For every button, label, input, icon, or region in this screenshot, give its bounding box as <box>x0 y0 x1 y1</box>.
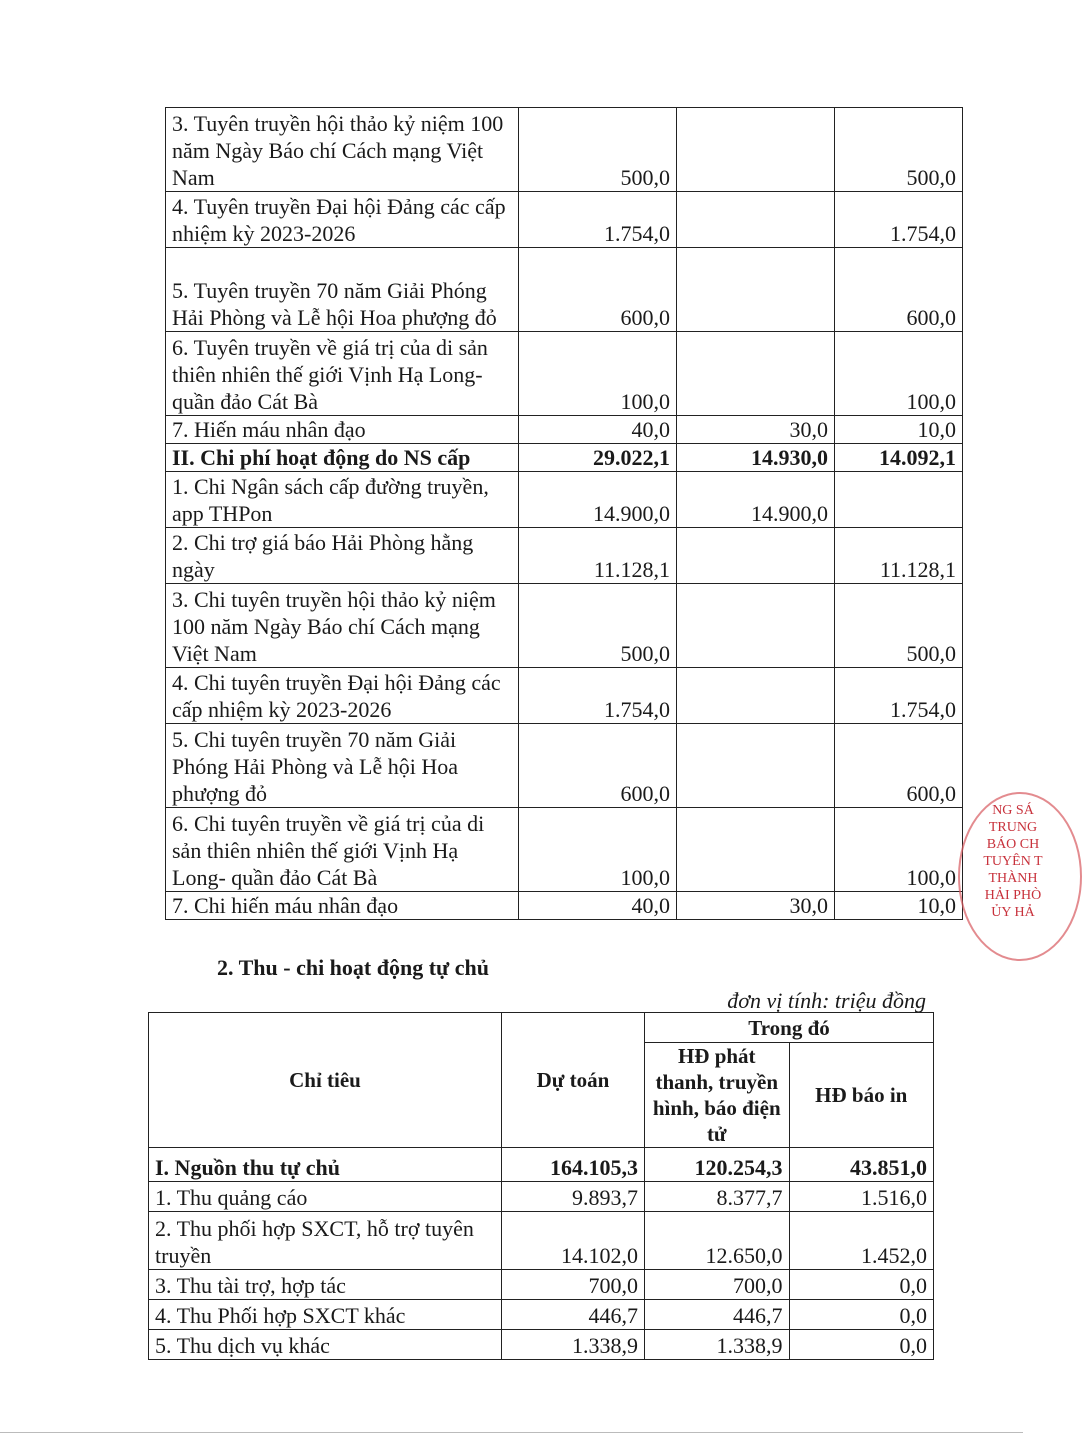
row-radio-tv: 12.650,0 <box>645 1212 790 1270</box>
row-total: 164.105,3 <box>502 1148 645 1182</box>
row-total: 40,0 <box>519 892 677 920</box>
page-bottom-line <box>0 1432 1023 1433</box>
row-print: 10,0 <box>835 892 963 920</box>
row-label: 6. Tuyên truyền về giá trị của di sản thiên nhiên thế giới Vịnh Hạ Long- quần đảo Cát Bà <box>166 332 519 416</box>
row-print: 0,0 <box>789 1330 934 1360</box>
table-row <box>149 1148 934 1182</box>
row-total: 1.754,0 <box>519 668 677 724</box>
row-print: 1.754,0 <box>835 668 963 724</box>
row-print: 1.754,0 <box>835 192 963 248</box>
row-total: 9.893,7 <box>502 1182 645 1212</box>
row-label: 1. Thu quảng cáo <box>149 1182 502 1212</box>
table-row <box>166 528 963 584</box>
row-print: 10,0 <box>835 416 963 444</box>
row-print: 0,0 <box>789 1270 934 1300</box>
table-row <box>166 108 963 192</box>
row-print: 43.851,0 <box>789 1148 934 1182</box>
row-print: 500,0 <box>835 584 963 668</box>
row-total: 14.102,0 <box>502 1212 645 1270</box>
table-row <box>166 248 963 332</box>
row-radio-tv: 30,0 <box>677 892 835 920</box>
row-label: 3. Thu tài trợ, hợp tác <box>149 1270 502 1300</box>
header-estimate: Dự toán <box>502 1013 645 1148</box>
header-radio: HĐ phát thanh, truyền hình, báo điện tử <box>645 1043 790 1148</box>
row-label: 7. Hiến máu nhân đạo <box>166 416 519 444</box>
row-radio-tv <box>677 668 835 724</box>
row-radio-tv <box>677 108 835 192</box>
red-seal-stamp <box>958 792 1068 962</box>
row-radio-tv <box>677 724 835 808</box>
row-print: 500,0 <box>835 108 963 192</box>
row-radio-tv <box>677 528 835 584</box>
table-row <box>149 1330 934 1360</box>
row-label: II. Chi phí hoạt động do NS cấp <box>166 444 519 472</box>
table-row <box>166 724 963 808</box>
header-indicator: Chỉ tiêu <box>149 1013 502 1148</box>
row-total: 100,0 <box>519 332 677 416</box>
row-print: 1.516,0 <box>789 1182 934 1212</box>
row-label: 7. Chi hiến máu nhân đạo <box>166 892 519 920</box>
row-label: 2. Chi trợ giá báo Hải Phòng hằng ngày <box>166 528 519 584</box>
row-print: 100,0 <box>835 332 963 416</box>
table-row <box>166 416 963 444</box>
header-group: Trong đó <box>645 1013 934 1043</box>
table-row <box>166 584 963 668</box>
unit-label: đơn vị tính: triệu đồng <box>727 988 926 1013</box>
table-row <box>149 1300 934 1330</box>
stamp-text: NG SÁ <box>992 803 1034 818</box>
row-radio-tv <box>677 192 835 248</box>
row-print: 0,0 <box>789 1300 934 1330</box>
row-print: 14.092,1 <box>835 444 963 472</box>
row-total: 600,0 <box>519 248 677 332</box>
budget-table-continued <box>165 107 963 920</box>
table-row <box>166 892 963 920</box>
row-total: 29.022,1 <box>519 444 677 472</box>
row-radio-tv: 8.377,7 <box>645 1182 790 1212</box>
row-total: 1.338,9 <box>502 1330 645 1360</box>
table-row <box>166 444 963 472</box>
table-row <box>166 332 963 416</box>
row-total: 500,0 <box>519 108 677 192</box>
row-radio-tv: 1.338,9 <box>645 1330 790 1360</box>
stamp-text: TRUNG <box>988 820 1038 835</box>
row-print: 11.128,1 <box>835 528 963 584</box>
table-row <box>166 472 963 528</box>
row-print: 100,0 <box>835 808 963 892</box>
row-total: 700,0 <box>502 1270 645 1300</box>
row-print: 600,0 <box>835 724 963 808</box>
row-radio-tv <box>677 332 835 416</box>
row-radio-tv: 700,0 <box>645 1270 790 1300</box>
stamp-text: ỦY HẢ <box>991 905 1035 920</box>
row-radio-tv: 14.900,0 <box>677 472 835 528</box>
stamp-text: BÁO CH <box>986 837 1040 852</box>
row-label: 6. Chi tuyên truyền về giá trị của di sản thiên nhiên thế giới Vịnh Hạ Long- quần đảo Cát Bà <box>166 808 519 892</box>
row-radio-tv: 30,0 <box>677 416 835 444</box>
stamp-text: THÀNH <box>988 871 1038 886</box>
row-label: I. Nguồn thu tự chủ <box>149 1148 502 1182</box>
stamp-text: TUYÊN T <box>983 854 1043 869</box>
row-print: 1.452,0 <box>789 1212 934 1270</box>
row-total: 100,0 <box>519 808 677 892</box>
row-label: 5. Chi tuyên truyền 70 năm Giải Phóng Hải Phòng và Lễ hội Hoa phượng đỏ <box>166 724 519 808</box>
table-row <box>166 808 963 892</box>
row-label: 2. Thu phối hợp SXCT, hỗ trợ tuyên truyền <box>149 1212 502 1270</box>
row-radio-tv: 446,7 <box>645 1300 790 1330</box>
self-financing-table <box>148 1012 934 1360</box>
row-total: 14.900,0 <box>519 472 677 528</box>
row-total: 40,0 <box>519 416 677 444</box>
row-label: 4. Chi tuyên truyền Đại hội Đảng các cấp nhiệm kỳ 2023-2026 <box>166 668 519 724</box>
row-label: 1. Chi Ngân sách cấp đường truyền, app THPon <box>166 472 519 528</box>
row-label: 3. Chi tuyên truyền hội thảo kỷ niệm 100 năm Ngày Báo chí Cách mạng Việt Nam <box>166 584 519 668</box>
row-label: 3. Tuyên truyền hội thảo kỷ niệm 100 năm Ngày Báo chí Cách mạng Việt Nam <box>166 108 519 192</box>
row-total: 446,7 <box>502 1300 645 1330</box>
row-total: 500,0 <box>519 584 677 668</box>
row-total: 11.128,1 <box>519 528 677 584</box>
row-print <box>835 472 963 528</box>
table-row <box>149 1182 934 1212</box>
row-radio-tv <box>677 584 835 668</box>
table-row <box>149 1270 934 1300</box>
section-title: 2. Thu - chi hoạt động tự chủ <box>217 955 489 980</box>
table-row <box>166 192 963 248</box>
row-radio-tv: 120.254,3 <box>645 1148 790 1182</box>
row-total: 1.754,0 <box>519 192 677 248</box>
row-label: 4. Tuyên truyền Đại hội Đảng các cấp nhiệm kỳ 2023-2026 <box>166 192 519 248</box>
row-radio-tv: 14.930,0 <box>677 444 835 472</box>
row-print: 600,0 <box>835 248 963 332</box>
row-label: 4. Thu Phối hợp SXCT khác <box>149 1300 502 1330</box>
row-radio-tv <box>677 248 835 332</box>
row-label: 5. Tuyên truyền 70 năm Giải Phóng Hải Phòng và Lễ hội Hoa phượng đỏ <box>166 248 519 332</box>
row-label: 5. Thu dịch vụ khác <box>149 1330 502 1360</box>
table-row <box>149 1212 934 1270</box>
header-print: HĐ báo in <box>789 1043 934 1148</box>
table-row <box>166 668 963 724</box>
row-radio-tv <box>677 808 835 892</box>
row-total: 600,0 <box>519 724 677 808</box>
stamp-text: HẢI PHÒ <box>984 888 1042 903</box>
